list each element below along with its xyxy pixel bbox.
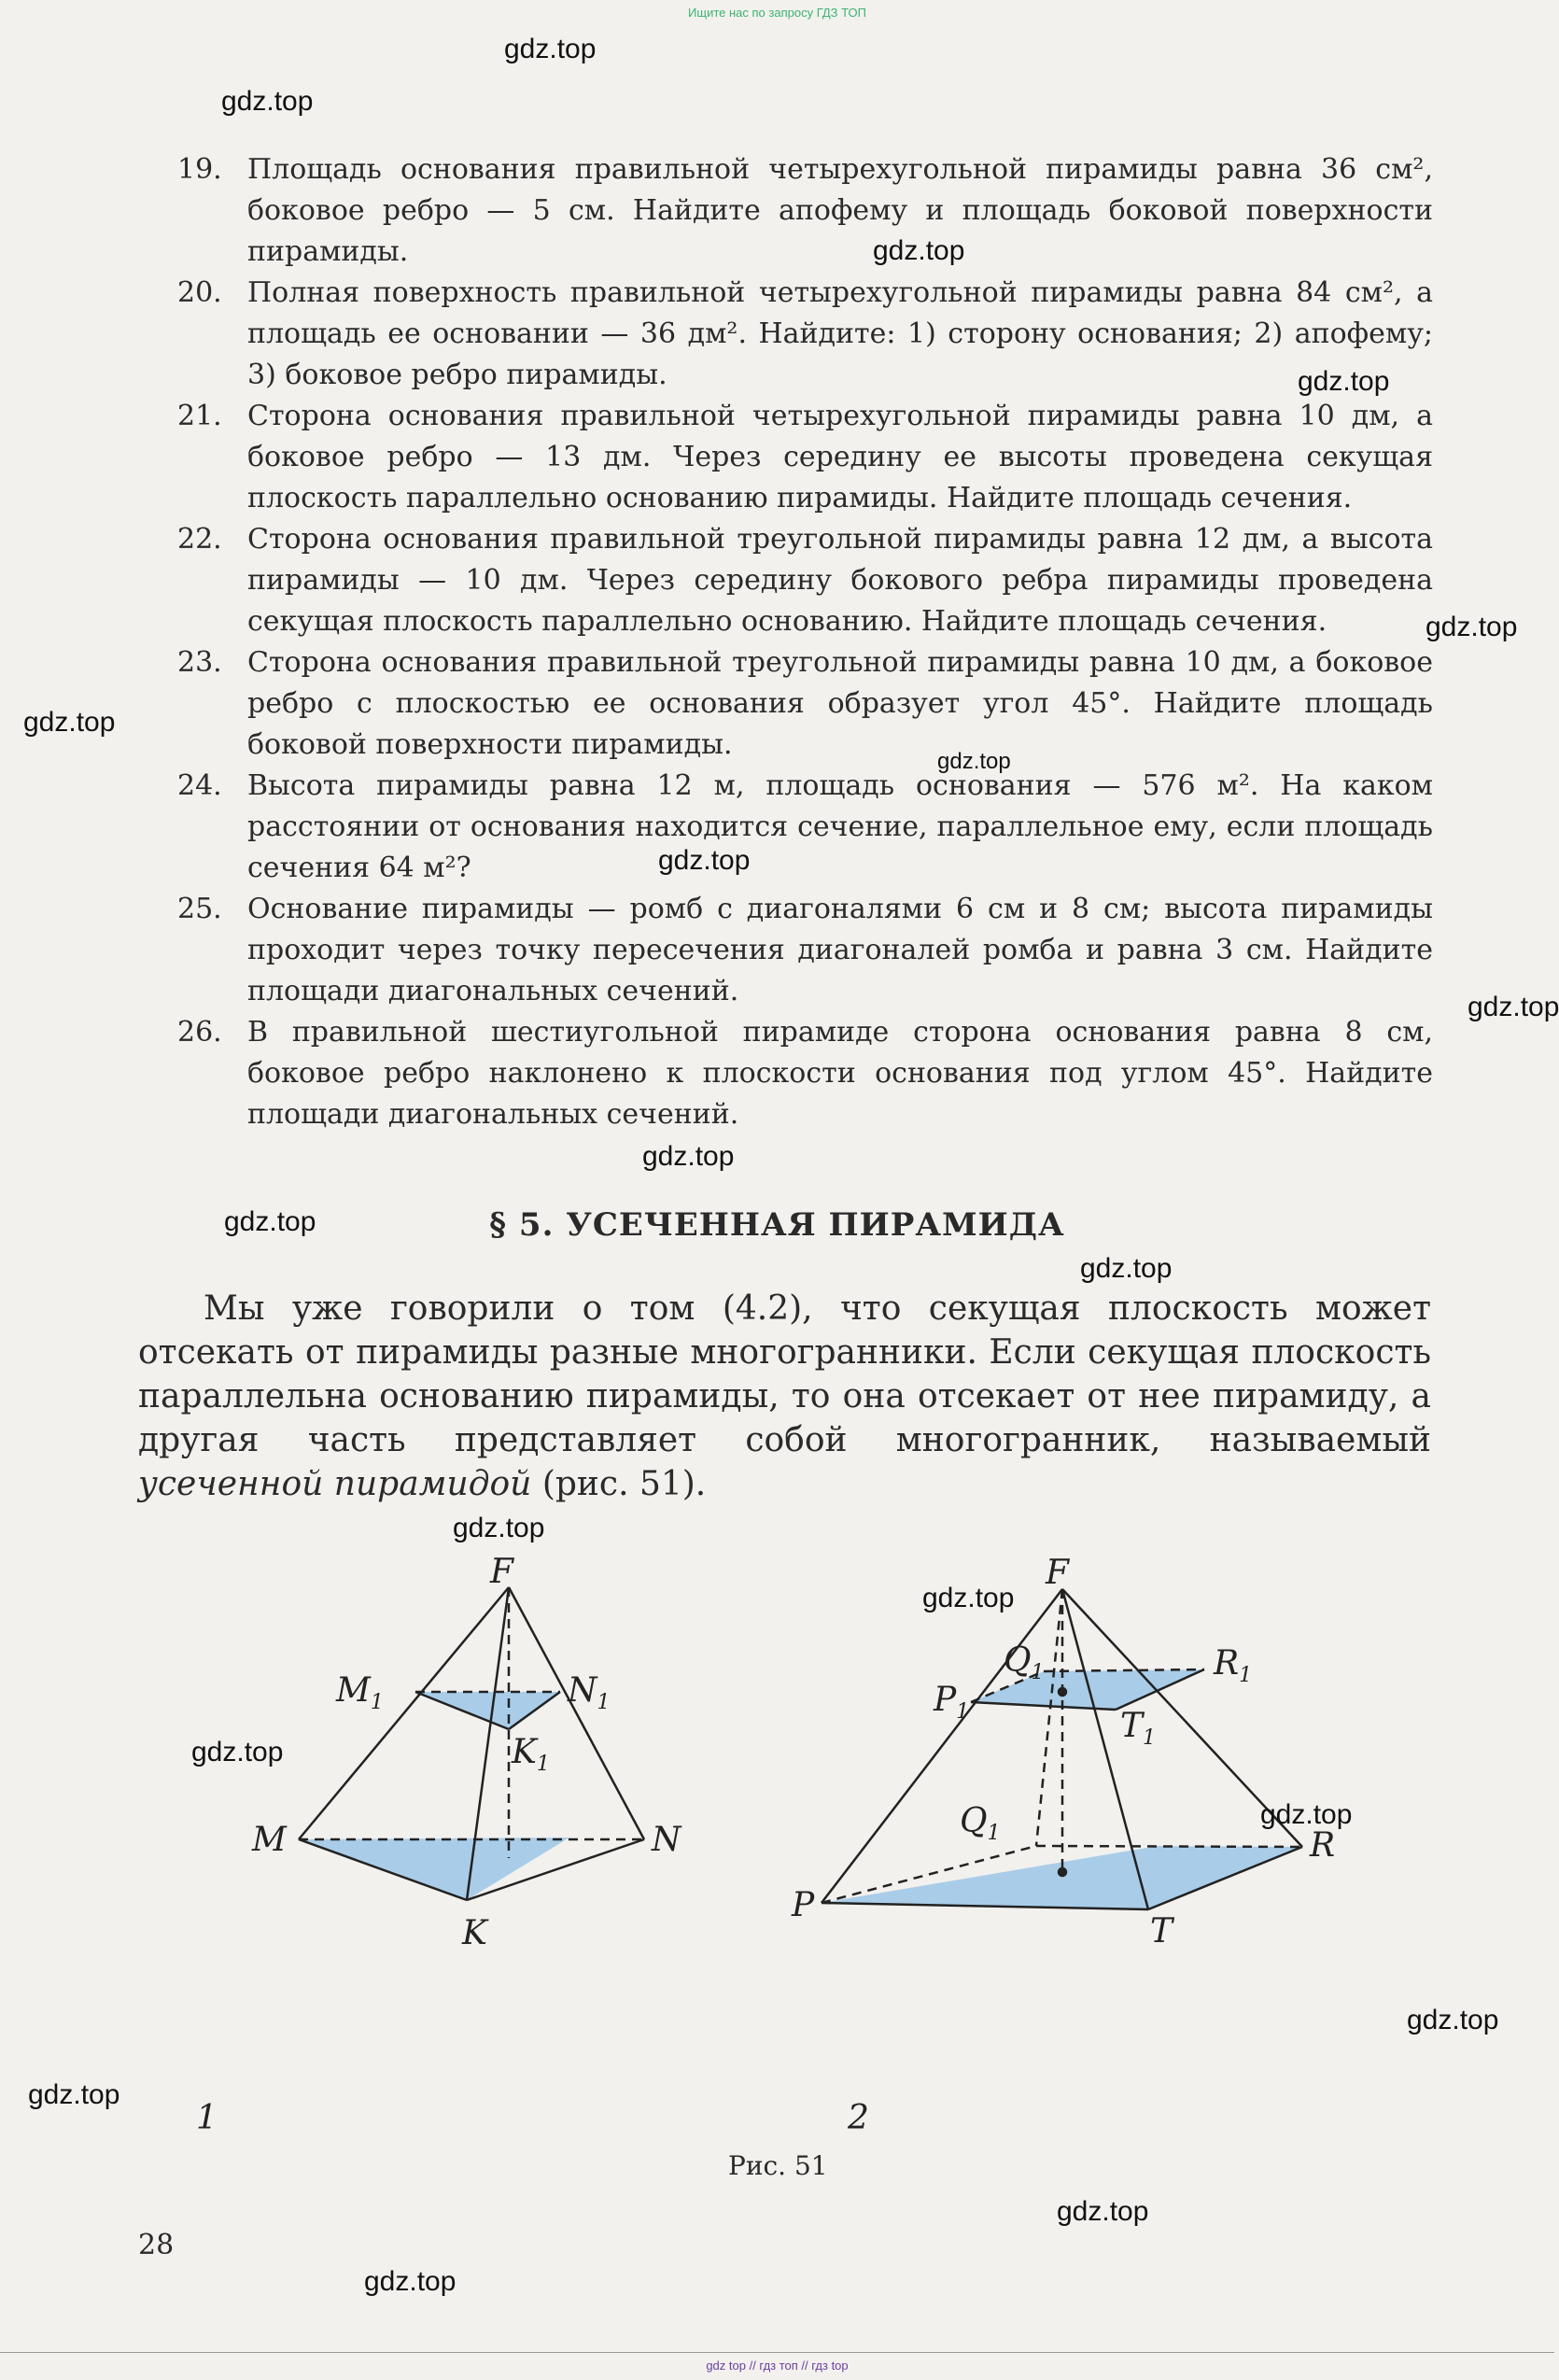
label-p1: $P_1$: [934, 1681, 970, 1724]
label-p: P: [792, 1886, 815, 1924]
fig2-section-center: [1059, 1688, 1066, 1696]
problem-text: Площадь основания правильной четырехугольной пирамиды равна 36 см², боковое ребро — 5 см. Найдите апофему и площадь боковой поверхности пирамиды.: [247, 153, 1433, 268]
watermark: gdz.top: [1468, 992, 1559, 1022]
watermark: gdz.top: [1057, 2196, 1149, 2227]
intro-text: Мы уже говорили о том (4.2), что секущая плоскость может отсекать от пирамиды разные многогранники. Если секущая плоскость параллельна основанию пирамиды, то она отсекает от нее пирамиду, а другая часть представляет собой многогранник, называемый: [138, 1289, 1431, 1459]
label-q1: $Q_1$: [1004, 1641, 1045, 1684]
fig2-edge-qr: [1036, 1846, 1302, 1847]
label-t1: $T_1$: [1120, 1707, 1157, 1750]
top-banner: Ищите нас по запросу ГДЗ ТОП: [688, 6, 866, 20]
label-n1: $N_1$: [568, 1671, 611, 1714]
fig1-section-shade: [415, 1692, 560, 1729]
label-n: N: [652, 1821, 681, 1859]
problems-list: [177, 149, 1433, 1135]
intro-term: усеченной пирамидой: [138, 1465, 532, 1503]
figure-2: [822, 1589, 1302, 1909]
watermark: gdz.top: [1298, 366, 1390, 397]
figure-caption: Рис. 51: [728, 2150, 828, 2181]
page-number: 28: [138, 2229, 175, 2261]
fig2-height-foot: [1059, 1868, 1066, 1876]
watermark: gdz.top: [364, 2266, 456, 2297]
label-k1: $K_1$: [512, 1733, 550, 1776]
watermark: gdz.top: [922, 1583, 1015, 1613]
watermark: gdz.top: [504, 34, 597, 64]
fig2-base-shade: [822, 1846, 1302, 1909]
problem-26: [177, 1012, 1433, 1135]
label-k: K: [462, 1914, 487, 1952]
bottom-divider: [0, 2352, 1554, 2353]
watermark: gdz.top: [28, 2079, 120, 2110]
label-t: T: [1150, 1912, 1173, 1950]
watermark: gdz.top: [937, 749, 1011, 774]
label-q: $Q_1$: [960, 1802, 1001, 1845]
watermark: gdz.top: [221, 86, 314, 117]
watermark: gdz.top: [873, 235, 965, 266]
watermark: gdz.top: [1407, 2005, 1499, 2035]
problem-number: 26.: [177, 1016, 222, 1049]
watermark: gdz.top: [453, 1513, 545, 1543]
problem-number: 21.: [177, 400, 222, 432]
fig2-edge-fq: [1036, 1589, 1062, 1846]
problem-text: Основание пирамиды — ромб с диагоналями 6 см и 8 см; высота пирамиды проходит через точку пересечения диагоналей ромба и равна 3 см. Найдите площади диагональных сечений.: [247, 893, 1433, 1007]
problem-number: 23.: [177, 646, 222, 679]
problem-23: [177, 642, 1433, 766]
fig1-base-shade: [299, 1838, 569, 1900]
problem-text: Сторона основания правильной четырехугольной пирамиды равна 10 дм, а боковое ребро — 13 дм. Через середину ее высоты проведена секущая плоскость параллельно основанию пирамиды. Найдите площадь сечения.: [247, 400, 1433, 514]
watermark: gdz.top: [224, 1206, 316, 1237]
problem-24: [177, 766, 1433, 889]
fig2-number: 2: [848, 2099, 869, 2137]
watermark: gdz.top: [1426, 612, 1518, 642]
problem-21: [177, 396, 1433, 519]
fig1-number: 1: [196, 2099, 218, 2137]
problem-text: Полная поверхность правильной четырехугольной пирамиды равна 84 см², а площадь ее основании — 36 дм². Найдите: 1) сторону основания; 2) апофему; 3) боковое ребро пирамиды.: [247, 276, 1433, 391]
section-title: § 5. УСЕЧЕННАЯ ПИРАМИДА: [489, 1206, 1065, 1244]
intro-paragraph: [138, 1287, 1431, 1506]
problem-number: 24.: [177, 769, 222, 802]
problem-text: В правильной шестиугольной пирамиде сторона основания равна 8 см, боковое ребро наклонено к плоскости основания под углом 45°. Найдите площади диагональных сечений.: [247, 1016, 1433, 1131]
problem-19: [177, 149, 1433, 273]
label-r1: $R_1$: [1214, 1644, 1253, 1687]
label-m1: $M_1$: [336, 1671, 384, 1714]
watermark: gdz.top: [1260, 1799, 1353, 1830]
problem-22: [177, 519, 1433, 642]
problem-25: [177, 889, 1433, 1012]
label-r: R: [1310, 1826, 1336, 1865]
problem-text: Сторона основания правильной треугольной пирамиды равна 12 дм, а высота пирамиды — 10 дм. Через середину бокового ребра пирамиды проведена секущая плоскость параллельно основанию. Найдите площадь сечения.: [247, 523, 1433, 638]
watermark: gdz.top: [23, 707, 116, 738]
watermark: gdz.top: [191, 1737, 284, 1767]
problem-number: 22.: [177, 523, 222, 556]
problem-text: Высота пирамиды равна 12 м, площадь основания — 576 м². На каком расстоянии от основания находится сечение, параллельное ему, если площадь сечения 64 м²?: [247, 769, 1433, 884]
problem-number: 25.: [177, 893, 222, 925]
fig2-edge-fp: [822, 1589, 1062, 1903]
problem-20: [177, 273, 1433, 396]
watermark: gdz.top: [1080, 1253, 1173, 1284]
problem-number: 20.: [177, 276, 222, 309]
label-m: M: [252, 1821, 287, 1859]
problem-number: 19.: [177, 153, 222, 186]
watermark: gdz.top: [642, 1141, 735, 1172]
intro-tail: (рис. 51).: [531, 1465, 707, 1503]
figure-1: [299, 1587, 644, 1900]
label-f: F: [490, 1553, 513, 1591]
bottom-banner: gdz top // гдз топ // гдз top: [706, 2359, 849, 2373]
label-f: F: [1046, 1554, 1069, 1592]
watermark: gdz.top: [658, 845, 751, 876]
problem-text: Сторона основания правильной треугольной пирамиды равна 10 дм, а боковое ребро с плоскостью ее основания образует угол 45°. Найдите площадь боковой поверхности пирамиды.: [247, 646, 1433, 761]
